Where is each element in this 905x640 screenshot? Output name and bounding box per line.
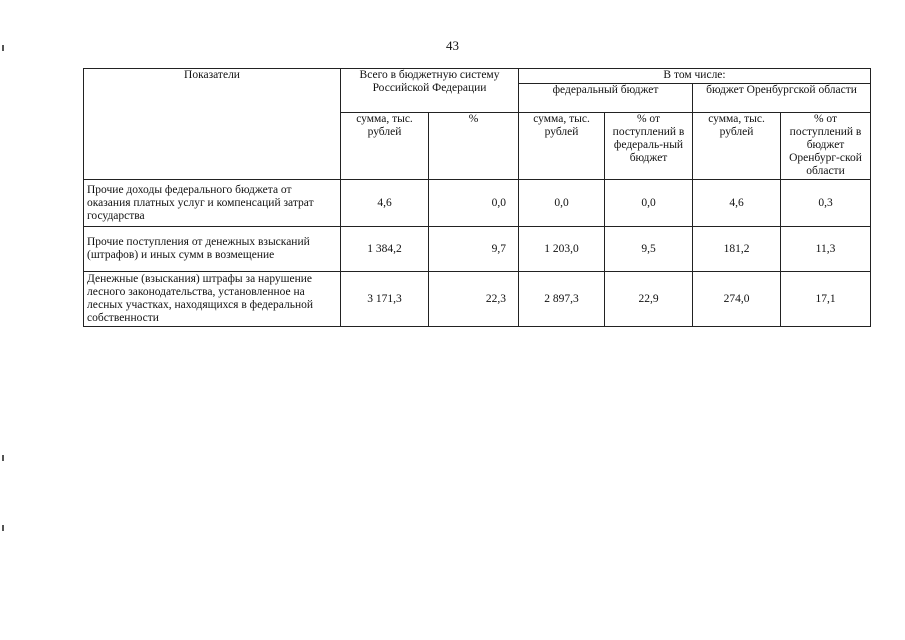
table-row — [84, 227, 871, 272]
cell-federal-pct: 9,5 — [605, 227, 693, 272]
header-pct-federal: % от поступлений в федераль-ный бюджет — [605, 113, 693, 180]
header-including: В том числе: — [519, 69, 871, 84]
cell-total-pct: 0,0 — [429, 180, 519, 227]
cell-orenburg-sum: 181,2 — [693, 227, 781, 272]
row-label: Денежные (взыскания) штрафы за нарушение лесного законодательства, установленное на лесных участках, находящихся в федеральной собственности — [84, 272, 341, 327]
cell-total-sum: 3 171,3 — [341, 272, 429, 327]
cell-federal-sum: 2 897,3 — [519, 272, 605, 327]
binding-mark — [2, 45, 4, 51]
header-indicators: Показатели — [84, 69, 341, 180]
header-sum-total: сумма, тыс. рублей — [341, 113, 429, 180]
cell-orenburg-pct: 17,1 — [781, 272, 871, 327]
binding-mark — [2, 455, 4, 461]
cell-total-sum: 4,6 — [341, 180, 429, 227]
header-pct-orenburg: % от поступлений в бюджет Оренбург-ской области — [781, 113, 871, 180]
cell-orenburg-sum: 274,0 — [693, 272, 781, 327]
cell-total-sum: 1 384,2 — [341, 227, 429, 272]
table-row — [84, 180, 871, 227]
cell-federal-pct: 22,9 — [605, 272, 693, 327]
header-pct-total: % — [429, 113, 519, 180]
header-sum-orenburg: сумма, тыс. рублей — [693, 113, 781, 180]
cell-orenburg-pct: 0,3 — [781, 180, 871, 227]
cell-federal-pct: 0,0 — [605, 180, 693, 227]
cell-federal-sum: 0,0 — [519, 180, 605, 227]
cell-orenburg-pct: 11,3 — [781, 227, 871, 272]
cell-orenburg-sum: 4,6 — [693, 180, 781, 227]
header-orenburg-budget: бюджет Оренбургской области — [693, 84, 871, 113]
header-federal-budget: федеральный бюджет — [519, 84, 693, 113]
row-label: Прочие доходы федерального бюджета от оказания платных услуг и компенсаций затрат государства — [84, 180, 341, 227]
header-sum-federal: сумма, тыс. рублей — [519, 113, 605, 180]
cell-federal-sum: 1 203,0 — [519, 227, 605, 272]
cell-total-pct: 9,7 — [429, 227, 519, 272]
table-row — [84, 272, 871, 327]
cell-total-pct: 22,3 — [429, 272, 519, 327]
binding-mark — [2, 525, 4, 531]
budget-revenue-table — [83, 68, 871, 327]
page-number: 43 — [446, 38, 459, 53]
header-total-system: Всего в бюджетную систему Российской Федерации — [341, 69, 519, 113]
row-label: Прочие поступления от денежных взысканий (штрафов) и иных сумм в возмещение — [84, 227, 341, 272]
